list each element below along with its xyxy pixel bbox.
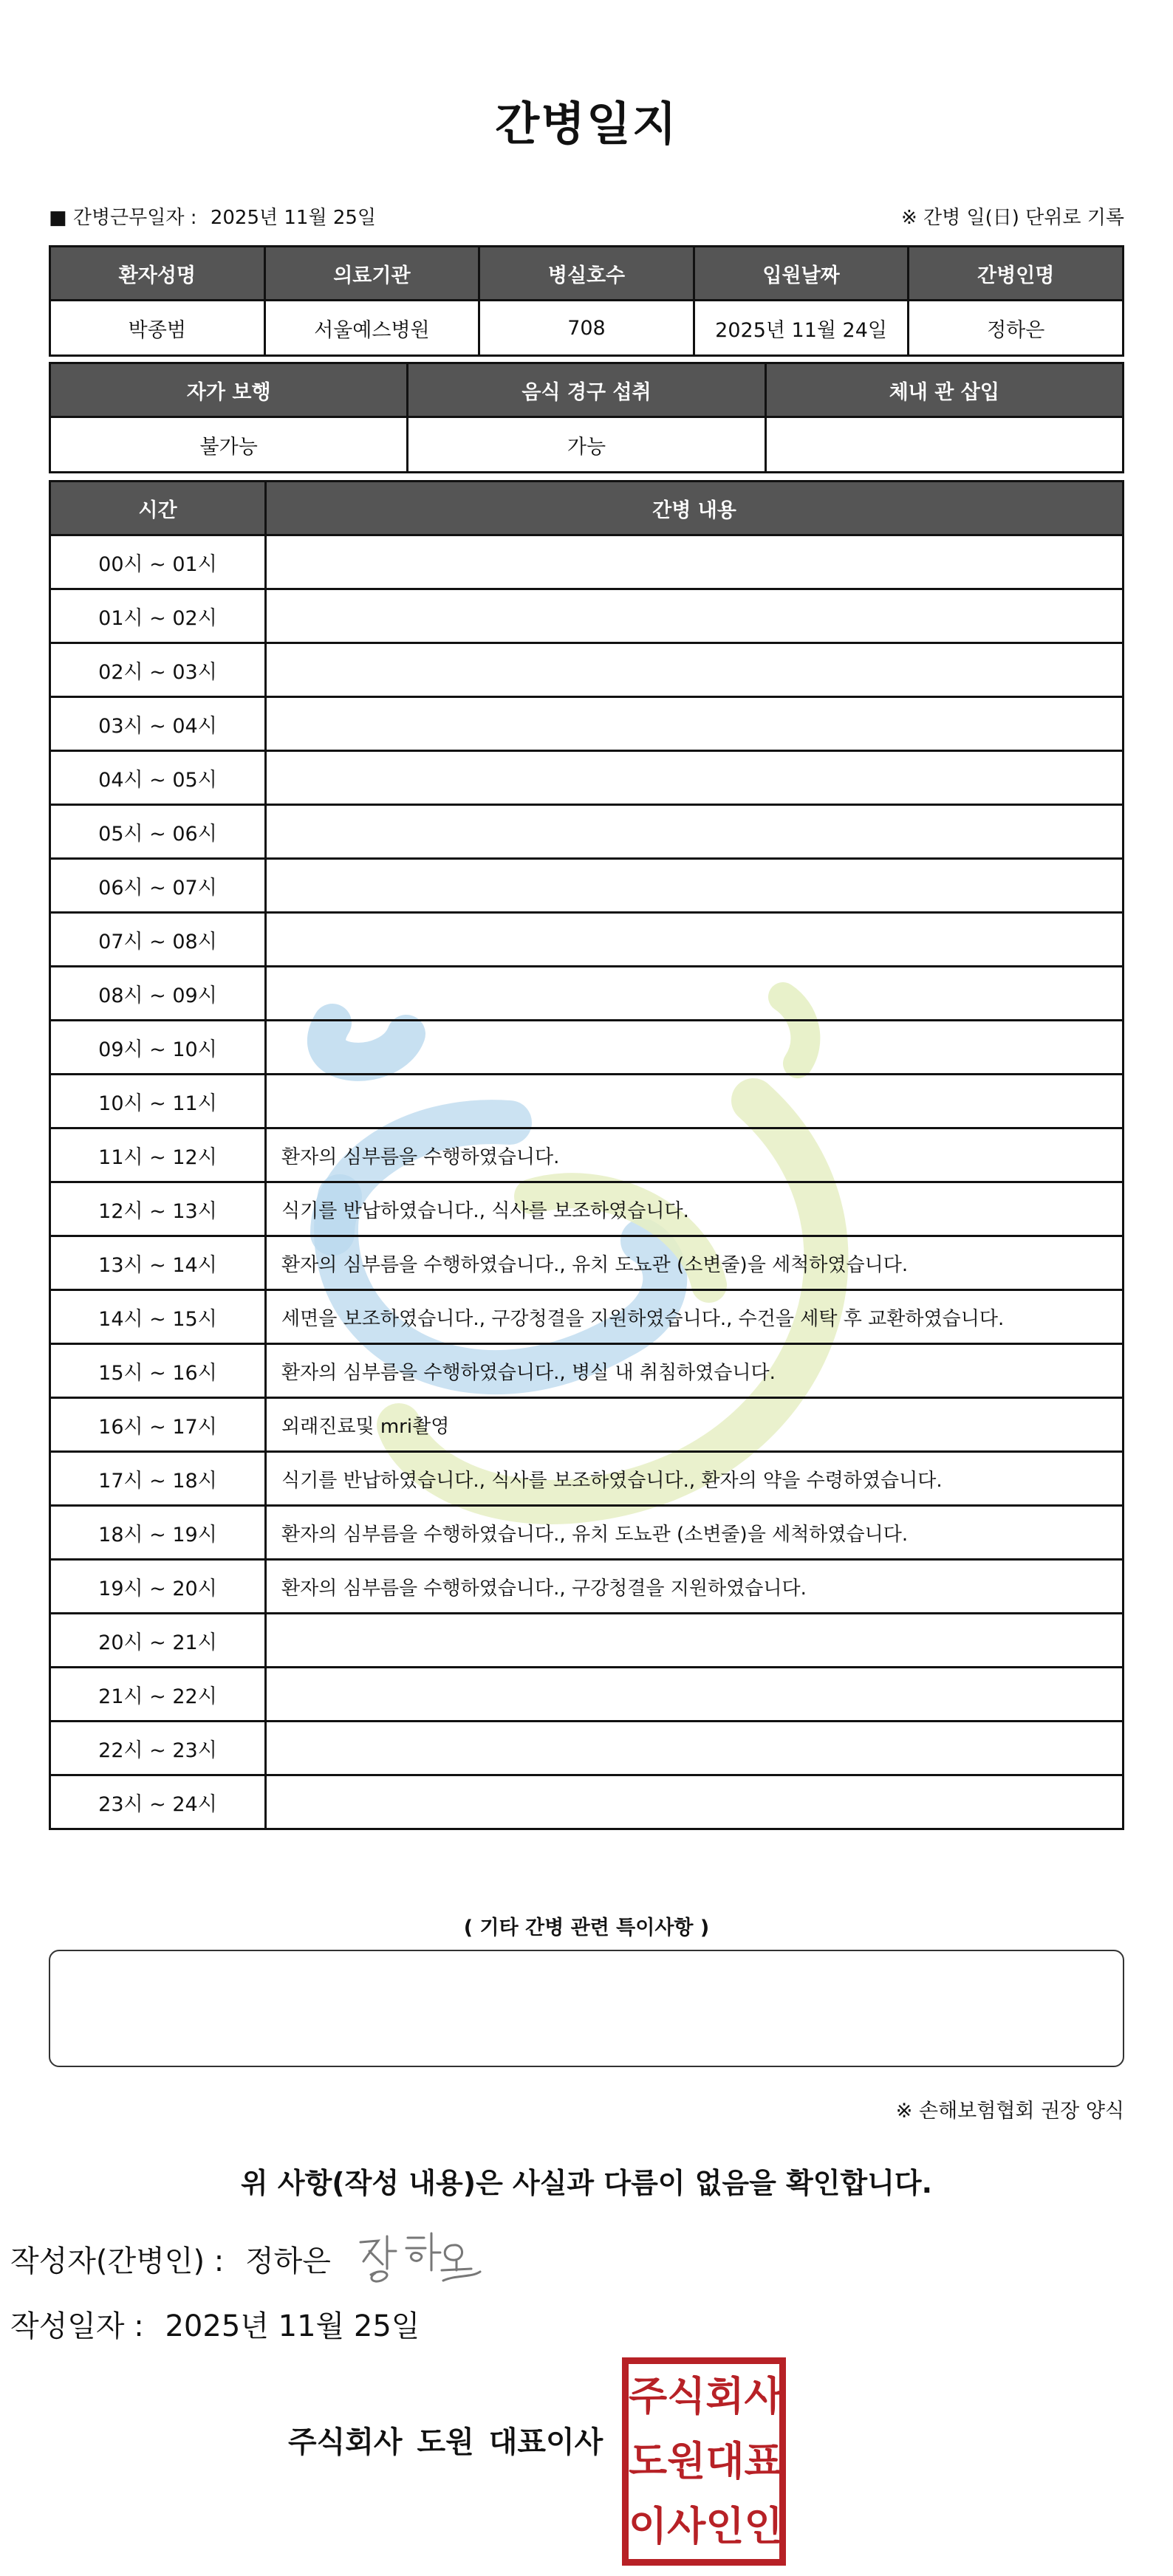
header-admission-date: 입원날짜 xyxy=(694,247,909,301)
header-tube-insertion: 체내 관 삽입 xyxy=(765,363,1123,417)
table-row xyxy=(50,751,1124,805)
table-row xyxy=(50,1560,1124,1614)
self-walking: 불가능 xyxy=(50,417,408,473)
care-content xyxy=(266,751,1124,805)
patient-name: 박종범 xyxy=(50,301,265,356)
seal-character: 사 xyxy=(667,2503,706,2549)
time-slot: 04시 ~ 05시 xyxy=(50,751,266,805)
time-slot: 22시 ~ 23시 xyxy=(50,1722,266,1775)
time-slot: 11시 ~ 12시 xyxy=(50,1128,266,1182)
care-log-rows xyxy=(50,535,1124,1829)
table-row xyxy=(50,1452,1124,1506)
seal-character: 표 xyxy=(744,2438,783,2484)
time-slot: 03시 ~ 04시 xyxy=(50,697,266,751)
table-row xyxy=(50,535,1124,589)
care-content: 환자의 심부름을 수행하였습니다., 구강청결을 지원하였습니다. xyxy=(266,1560,1124,1614)
time-slot: 20시 ~ 21시 xyxy=(50,1614,266,1668)
care-content: 세면을 보조하였습니다., 구강청결을 지원하였습니다., 수건을 세탁 후 교환하였습니다. xyxy=(266,1290,1124,1344)
patient-info-table xyxy=(49,245,1124,357)
confirmation-statement: 위 사항(작성 내용)은 사실과 다름이 없음을 확인합니다. xyxy=(240,2167,933,2199)
seal-character: 식 xyxy=(667,2373,706,2419)
care-content xyxy=(266,1722,1124,1775)
hospital: 서울예스병원 xyxy=(264,301,479,356)
written-date-value: 2025년 11월 25일 xyxy=(165,2309,420,2343)
care-content xyxy=(266,535,1124,589)
time-slot: 09시 ~ 10시 xyxy=(50,1021,266,1075)
writer-label: 작성자(간병인) : xyxy=(10,2244,225,2278)
notes-box xyxy=(49,1950,1124,2067)
admission-date: 2025년 11월 24일 xyxy=(694,301,909,356)
handwritten-signature xyxy=(353,2226,486,2288)
room-number: 708 xyxy=(479,301,694,356)
table-row xyxy=(50,1506,1124,1560)
care-content: 외래진료및 mri촬영 xyxy=(266,1398,1124,1452)
care-content xyxy=(266,913,1124,967)
time-slot: 01시 ~ 02시 xyxy=(50,589,266,643)
header-caregiver-name: 간병인명 xyxy=(909,247,1124,301)
table-row xyxy=(50,967,1124,1021)
care-content xyxy=(266,1021,1124,1075)
care-content xyxy=(266,1668,1124,1722)
table-row xyxy=(50,1398,1124,1452)
table-row xyxy=(50,643,1124,697)
header-room-number: 병실호수 xyxy=(479,247,694,301)
writer-name: 정하은 xyxy=(244,2244,331,2278)
writer-line xyxy=(10,2238,331,2280)
time-slot: 10시 ~ 11시 xyxy=(50,1075,266,1128)
care-content xyxy=(266,643,1124,697)
care-date-label: ■ 간병근무일자 : xyxy=(49,207,197,229)
seal-character: 도 xyxy=(629,2438,668,2484)
care-content xyxy=(266,697,1124,751)
care-content xyxy=(266,859,1124,913)
table-row xyxy=(50,1021,1124,1075)
seal-character: 주 xyxy=(629,2373,668,2419)
time-slot: 21시 ~ 22시 xyxy=(50,1668,266,1722)
caregiver-name: 정하은 xyxy=(909,301,1124,356)
seal-character: 사 xyxy=(744,2373,783,2419)
header-patient-name: 환자성명 xyxy=(50,247,265,301)
time-slot: 12시 ~ 13시 xyxy=(50,1182,266,1236)
table-row xyxy=(50,1182,1124,1236)
time-slot: 18시 ~ 19시 xyxy=(50,1506,266,1560)
care-content xyxy=(266,967,1124,1021)
time-slot: 14시 ~ 15시 xyxy=(50,1290,266,1344)
form-note: ※ 손해보험협회 권장 양식 xyxy=(895,2100,1124,2123)
table-row xyxy=(50,1236,1124,1290)
time-slot: 02시 ~ 03시 xyxy=(50,643,266,697)
seal-character: 원 xyxy=(667,2438,706,2484)
time-slot: 15시 ~ 16시 xyxy=(50,1344,266,1398)
notes-title: ( 기타 간병 관련 특이사항 ) xyxy=(463,1916,710,1939)
company-seal-stamp xyxy=(622,2357,786,2566)
table-row xyxy=(50,697,1124,751)
table-row xyxy=(50,913,1124,967)
care-content xyxy=(266,589,1124,643)
table-row xyxy=(50,859,1124,913)
time-slot: 07시 ~ 08시 xyxy=(50,913,266,967)
care-content: 환자의 심부름을 수행하였습니다. xyxy=(266,1128,1124,1182)
care-content xyxy=(266,805,1124,859)
header-care-content: 간병 내용 xyxy=(266,482,1124,535)
table-row xyxy=(50,1128,1124,1182)
time-slot: 17시 ~ 18시 xyxy=(50,1452,266,1506)
seal-character: 대 xyxy=(705,2438,745,2484)
care-content: 식기를 반납하였습니다., 식사를 보조하였습니다., 환자의 약을 수령하였습니다. xyxy=(266,1452,1124,1506)
patient-status-table xyxy=(49,362,1124,473)
tube-insertion xyxy=(765,417,1123,473)
time-slot: 19시 ~ 20시 xyxy=(50,1560,266,1614)
table-row xyxy=(50,1614,1124,1668)
time-slot: 05시 ~ 06시 xyxy=(50,805,266,859)
time-slot: 08시 ~ 09시 xyxy=(50,967,266,1021)
care-content: 환자의 심부름을 수행하였습니다., 유치 도뇨관 (소변줄)을 세척하였습니다. xyxy=(266,1236,1124,1290)
care-content xyxy=(266,1075,1124,1128)
table-row xyxy=(50,1290,1124,1344)
table-row xyxy=(50,1775,1124,1829)
care-content: 환자의 심부름을 수행하였습니다., 병실 내 취침하였습니다. xyxy=(266,1344,1124,1398)
table-row xyxy=(50,1668,1124,1722)
table-row xyxy=(50,589,1124,643)
time-slot: 23시 ~ 24시 xyxy=(50,1775,266,1829)
table-row xyxy=(50,805,1124,859)
care-content: 식기를 반납하였습니다., 식사를 보조하였습니다. xyxy=(266,1182,1124,1236)
written-date-label: 작성일자 : xyxy=(10,2309,144,2343)
care-log-table xyxy=(49,480,1124,1830)
care-content: 환자의 심부름을 수행하였습니다., 유치 도뇨관 (소변줄)을 세척하였습니다. xyxy=(266,1506,1124,1560)
company-representative: 주식회사 도원 대표이사 xyxy=(288,2425,603,2459)
page-title: 간병일지 xyxy=(495,97,678,151)
care-date-value: 2025년 11월 25일 xyxy=(210,207,377,229)
table-row xyxy=(50,1075,1124,1128)
seal-character: 인 xyxy=(705,2503,745,2549)
time-slot: 06시 ~ 07시 xyxy=(50,859,266,913)
header-time: 시간 xyxy=(50,482,266,535)
care-content xyxy=(266,1614,1124,1668)
unit-note: ※ 간병 일(日) 단위로 기록 xyxy=(900,207,1124,229)
time-slot: 13시 ~ 14시 xyxy=(50,1236,266,1290)
care-content xyxy=(266,1775,1124,1829)
header-hospital: 의료기관 xyxy=(264,247,479,301)
time-slot: 16시 ~ 17시 xyxy=(50,1398,266,1452)
written-date-line xyxy=(10,2303,420,2345)
time-slot: 00시 ~ 01시 xyxy=(50,535,266,589)
care-date-line xyxy=(49,202,376,230)
oral-intake: 가능 xyxy=(408,417,765,473)
seal-character: 인 xyxy=(744,2503,783,2549)
header-self-walking: 자가 보행 xyxy=(50,363,408,417)
table-row xyxy=(50,1344,1124,1398)
table-row xyxy=(50,1722,1124,1775)
header-oral-intake: 음식 경구 섭취 xyxy=(408,363,765,417)
seal-character: 이 xyxy=(629,2503,668,2549)
seal-character: 회 xyxy=(705,2373,745,2419)
